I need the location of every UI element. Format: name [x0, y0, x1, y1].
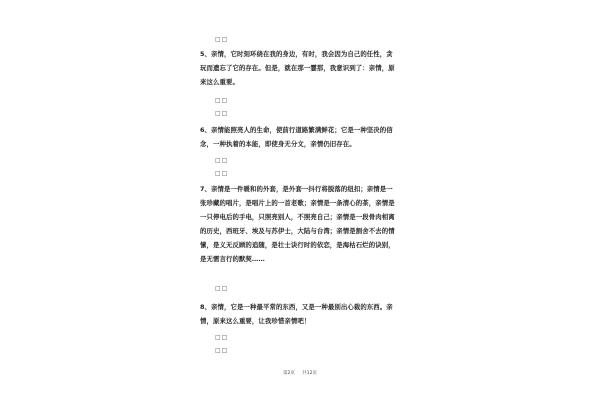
- placeholder-boxes: □□: [215, 157, 229, 164]
- paragraph-6: 6、亲情能照亮人的生命，使前行道路繁满鲜花；它是一种坚决的信念，一种执着的本能，即使身无分文，亲情仍旧存在。: [200, 126, 393, 148]
- placeholder-boxes: □□: [215, 285, 229, 292]
- page-total: 共12页: [302, 371, 318, 376]
- paragraph-8: 8、亲情，它是一种最平常的东西，又是一种最别出心裁的东西。亲情，原来这么重要，让我珍惜亲情吧！: [200, 303, 393, 325]
- placeholder-boxes: □□: [215, 110, 229, 117]
- placeholder-boxes: □□: [215, 334, 229, 341]
- placeholder-boxes: □□: [215, 97, 229, 104]
- page-number: 第2页: [282, 371, 295, 376]
- paragraph-7: 7、亲情是一件暖和的外套，是外套一抖行将脱落的纽扣；亲情是一张珍藏的唱片，是唱片上的一首老歌；亲情是一条清心的茶，亲情是一只停电后的手电，只照亮别人，不照亮自己；亲情是一段骨肉相离的历史，西班牙、埃及与苏伊士，大陆与台湾；亲情是割舍不去的情愫，是义无反顾的追随，是壮士诀行时的依恋，是海枯石烂的诀别，是无需言行的默契……: [200, 185, 395, 263]
- placeholder-boxes: □□: [215, 170, 229, 177]
- placeholder-boxes: □□: [215, 36, 229, 43]
- placeholder-boxes: □□: [215, 347, 229, 354]
- paragraph-5: 5、亲情，它时刻环绕在我的身边，有时，我会因为自己的任性，贪玩而遗忘了它的存在。但是，就在那一霎那，我意识到了：亲情，原来这么重要。: [200, 50, 395, 86]
- page-footer: [0, 370, 600, 376]
